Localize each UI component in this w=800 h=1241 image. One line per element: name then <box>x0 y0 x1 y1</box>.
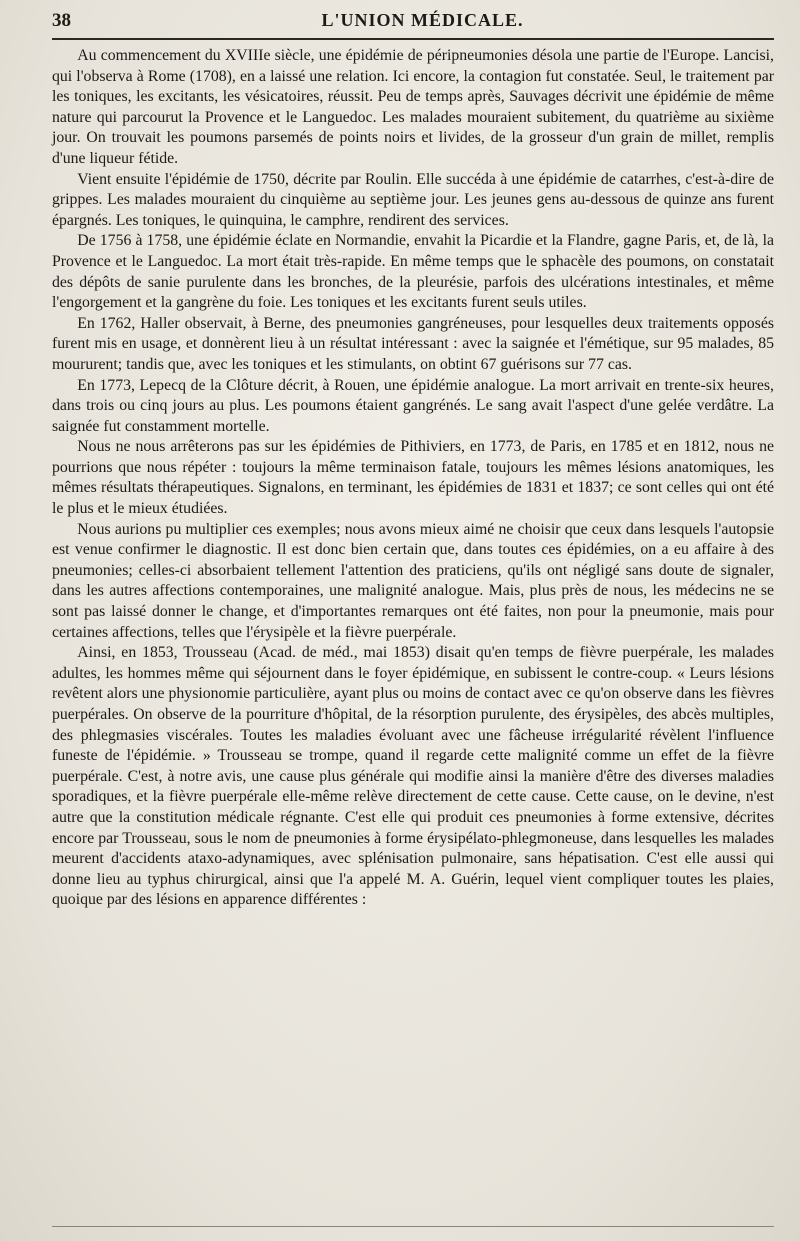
paragraph: En 1773, Lepecq de la Clôture décrit, à Rouen, une épidémie analogue. La mort arrivait en trente-six heures, dans trois ou cinq jours au plus. Les poumons étaient gangrénés. Le sang avait l'aspect d'une gelée verdâtre. La saignée fut constamment mortelle. <box>52 376 774 435</box>
paragraph: En 1762, Haller observait, à Berne, des pneumonies gangréneuses, pour lesquelles deux traitements opposés furent mis en usage, et donnèrent lieu à un résultat intéressant : avec la saignée et l'émétique, sur 95 malades, 85 moururent; tandis que, avec les toniques et les stimulants, on obtint 67 guérisons sur 77 cas. <box>52 314 774 373</box>
paragraph: Nous aurions pu multiplier ces exemples; nous avons mieux aimé ne choisir que ceux dans lesquels l'autopsie est venue confirmer le diagnostic. Il est donc bien certain que, dans toutes ces épidémies, on a eu affaire à des pneumonies; celles-ci absorbaient tellement l'attention des praticiens, qu'ils ont négligé sans doute de signaler, dans les autres affections contemporaines, une malignité analogue. Mais, plus près de nous, les médecins ne se sont pas laissé donner le change, et d'importantes remarques ont été faites, non pour la pneumonie, mais pour certaines affections, telles que l'érysipèle et la fièvre puerpérale. <box>52 520 774 641</box>
paragraph: Ainsi, en 1853, Trousseau (Acad. de méd., mai 1853) disait qu'en temps de fièvre puerpérale, les malades adultes, les hommes même qui séjournent dans le foyer épidémique, en subissent le contre-coup. « Leurs lésions revêtent alors une physionomie particulière, ayant plus ou moins de contact avec ce qu'on observe dans les fièvres puerpérales. On observe de la pourriture d'hôpital, de la résorption purulente, des érysipèles, des abcès multiples, des phlegmasies viscérales. Toutes les maladies évoluant avec une fâcheuse irrégularité révèlent l'influence funeste de l'épidémie. » Trousseau se trompe, quand il regarde cette malignité comme un effet de la fièvre puerpérale. C'est, à notre avis, une cause plus générale qui modifie ainsi la manière d'être des diverses maladies sporadiques, et la fièvre puerpérale elle-même relève directement de cette cause. Cette cause, on le devine, n'est autre que la constitution médicale régnante. C'est elle qui produit ces pneumonies à forme extensive, décrites encore par Trousseau, sous le nom de pneumonies à forme érysipélato-phlegmoneuse, dans lesquelles les malades meurent d'accidents ataxo-adynamiques, avec splénisation pulmonaire, sans hépatisation. C'est elle aussi qui donne lieu au typhus chirurgical, ainsi que l'a appelé M. A. Guérin, lequel vient compliquer toutes les plaies, quoique par des lésions en apparence différentes : <box>52 644 774 909</box>
header-rule <box>52 38 774 40</box>
paragraph: Au commencement du XVIIIe siècle, une épidémie de péripneumonies désola une partie de l'Europe. Lancisi, qui l'observa à Rome (1708), en a laissé une relation. Ici encore, la contagion fut constatée. Seul, le traitement par les toniques, les excitants, les vésicatoires, réussit. Peu de temps après, Sauvages décrivit une épidémie de même nature qui parcourut la Provence et le Languedoc. Les malades mouraient subitement, du quatrième au sixième jour. On trouvait les poumons parsemés de points noirs et livides, de la grosseur d'un grain de millet, remplis d'une liqueur fétide. <box>52 47 774 167</box>
paragraph: De 1756 à 1758, une épidémie éclate en Normandie, envahit la Picardie et la Flandre, gagne Paris, et, de là, la Provence et le Languedoc. La mort était très-rapide. En même temps que le sphacèle des poumons, on constatait des dépôts de sanie purulente dans les bronches, de la pleurésie, parfois des ulcérations intestinales, et même l'engorgement et la gangrène du foie. Les toniques et les excitants furent seuls utiles. <box>52 232 774 312</box>
footer-rule <box>52 1226 774 1227</box>
article-body <box>52 46 774 911</box>
page-number: 38 <box>52 10 71 31</box>
paragraph: Nous ne nous arrêterons pas sur les épidémies de Pithiviers, en 1773, de Paris, en 1785 et en 1812, nous ne pourrions que nous répéter : toujours la même terminaison fatale, toujours les mêmes lésions anatomiques, les mêmes résultats thérapeutiques. Signalons, en terminant, les épidémies de 1831 et 1837; ce sont celles qui ont été le plus et le mieux étudiées. <box>52 438 774 518</box>
page-header <box>52 10 774 36</box>
running-title: L'UNION MÉDICALE. <box>321 10 524 30</box>
paragraph: Vient ensuite l'épidémie de 1750, décrite par Roulin. Elle succéda à une épidémie de catarrhes, c'est-à-dire de grippes. Les malades mouraient du cinquième au septième jour. Les jeunes gens au-dessous de quinze ans furent épargnés. Les toniques, le quinquina, le camphre, rendirent des services. <box>52 170 774 229</box>
